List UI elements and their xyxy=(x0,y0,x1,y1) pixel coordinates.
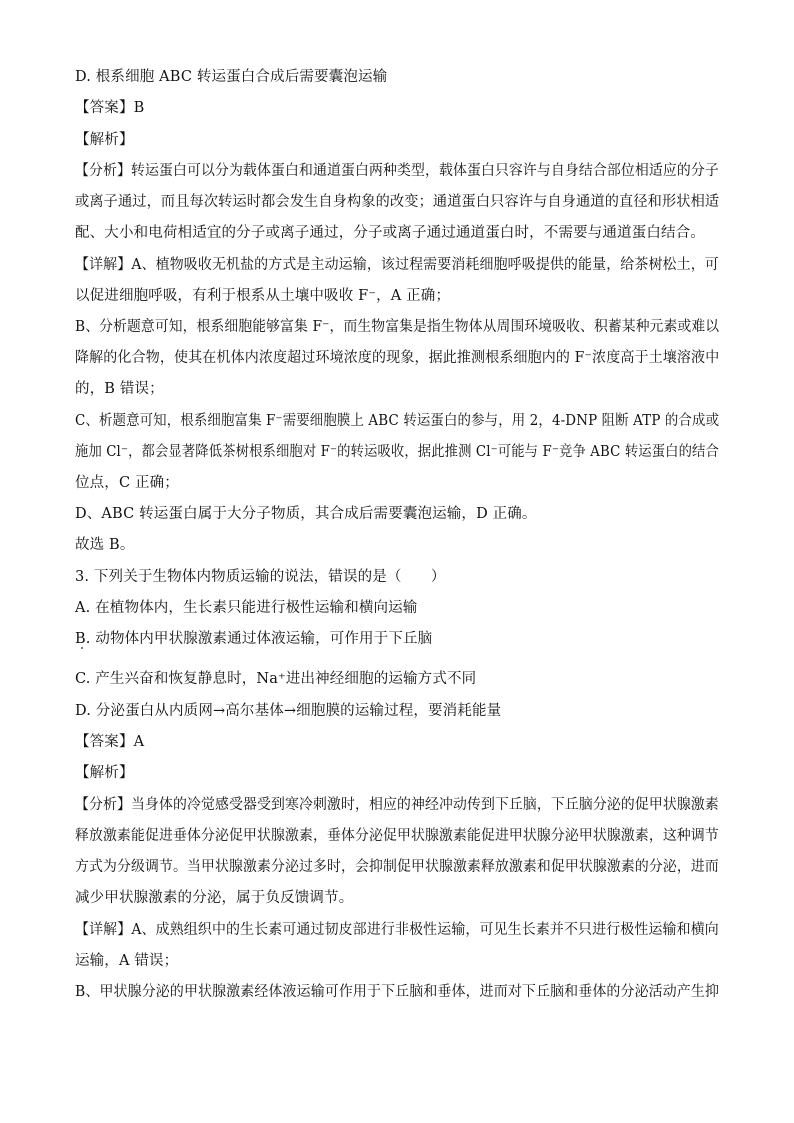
detail-text: B、分析题意可知，根系细胞能够富集 F⁻，而生物富集是指生物体从周围环境吸收、积蓄某种元素或难以 xyxy=(75,319,720,335)
option-d-line: D. 分泌蛋白从内质网→高尔基体→细胞膜的运输过程，要消耗能量 xyxy=(75,703,502,719)
analysis-heading: 【解析】 xyxy=(75,132,134,148)
analysis-text: 释放激素能促进垂体分泌促甲状腺激素，垂体分泌促甲状腺激素能促进甲状腺分泌甲状腺激素，这种调节 xyxy=(75,828,719,844)
option-b-line: B. 动物体内甲状腺激素通过体液运输，可作用于下丘脑 xyxy=(75,631,433,647)
analysis-text: 或离子通过，而且每次转运时都会发生自身构象的改变；通道蛋白只容许与自身通道的直径和形状相适 xyxy=(75,194,720,210)
detail-text: 施加 Cl⁻，都会显著降低茶树根系细胞对 F⁻的转运吸收，据此推测 Cl⁻可能与 F⁻竞争 ABC 转运蛋白的结合 xyxy=(75,444,719,460)
detail-text: 降解的化合物，使其在机体内浓度超过环境浓度的现象，据此推测根系细胞内的 F⁻浓度高于土壤溶液中 xyxy=(75,350,720,366)
analysis-text: 减少甲状腺激素的分泌，属于负反馈调节。 xyxy=(75,890,354,906)
option-c-line: C. 产生兴奋和恢复静息时，Na⁺进出神经细胞的运输方式不同 xyxy=(75,671,477,687)
detail-text: C、析题意可知，根系细胞富集 F⁻需要细胞膜上 ABC 转运蛋白的参与，用 2，4-DNP 阻断 ATP 的合成或 xyxy=(75,413,720,429)
question-3-stem: 3. 下列关于生物体内物质运输的说法，错误的是（ ） xyxy=(75,569,446,585)
conclusion-text: 故选 B。 xyxy=(75,537,135,553)
detail-text: 运输，A 错误； xyxy=(75,953,179,969)
analysis-text: 方式为分级调节。当甲状腺激素分泌过多时，会抑制促甲状腺激素释放激素和促甲状腺激素的分泌，进而 xyxy=(75,859,719,875)
detail-text: 位点，C 正确； xyxy=(75,475,179,491)
analysis-heading: 【解析】 xyxy=(75,765,134,781)
analysis-text: 【分析】转运蛋白可以分为载体蛋白和通道蛋白两种类型，载体蛋白只容许与自身结合部位相适应的分子 xyxy=(75,163,719,179)
option-a-line: A. 在植物体内，生长素只能进行极性运输和横向运输 xyxy=(75,600,418,616)
detail-text: 【详解】A、成熟组织中的生长素可通过韧皮部进行非极性运输，可见生长素并不只进行极性运输和横向 xyxy=(75,922,719,938)
answer-label: 【答案】B xyxy=(75,100,145,116)
analysis-text: 配、大小和电荷相适宜的分子或离子通过，分子或离子通过通道蛋白时，不需要与通道蛋白结合。 xyxy=(75,225,705,241)
detail-text: D、ABC 转运蛋白属于大分子物质，其合成后需要囊泡运输，D 正确。 xyxy=(75,506,537,522)
detail-text: 以促进细胞呼吸，有利于根系从土壤中吸收 F⁻，A 正确； xyxy=(75,288,451,304)
stray-dot-mark xyxy=(81,647,83,649)
option-d-line: D. 根系细胞 ABC 转运蛋白合成后需要囊泡运输 xyxy=(75,69,388,85)
detail-text: B、甲状腺分泌的甲状腺激素经体液运输可作用于下丘脑和垂体，进而对下丘脑和垂体的分泌活动产生抑 xyxy=(75,984,720,1000)
detail-text: 的，B 错误； xyxy=(75,381,164,397)
answer-label: 【答案】A xyxy=(75,734,145,750)
detail-text: 【详解】A、植物吸收无机盐的方式是主动运输，该过程需要消耗细胞呼吸提供的能量，给茶树松土，可 xyxy=(75,257,719,273)
analysis-text: 【分析】当身体的冷觉感受器受到寒冷刺激时，相应的神经冲动传到下丘脑，下丘脑分泌的促甲状腺激素 xyxy=(75,797,719,813)
